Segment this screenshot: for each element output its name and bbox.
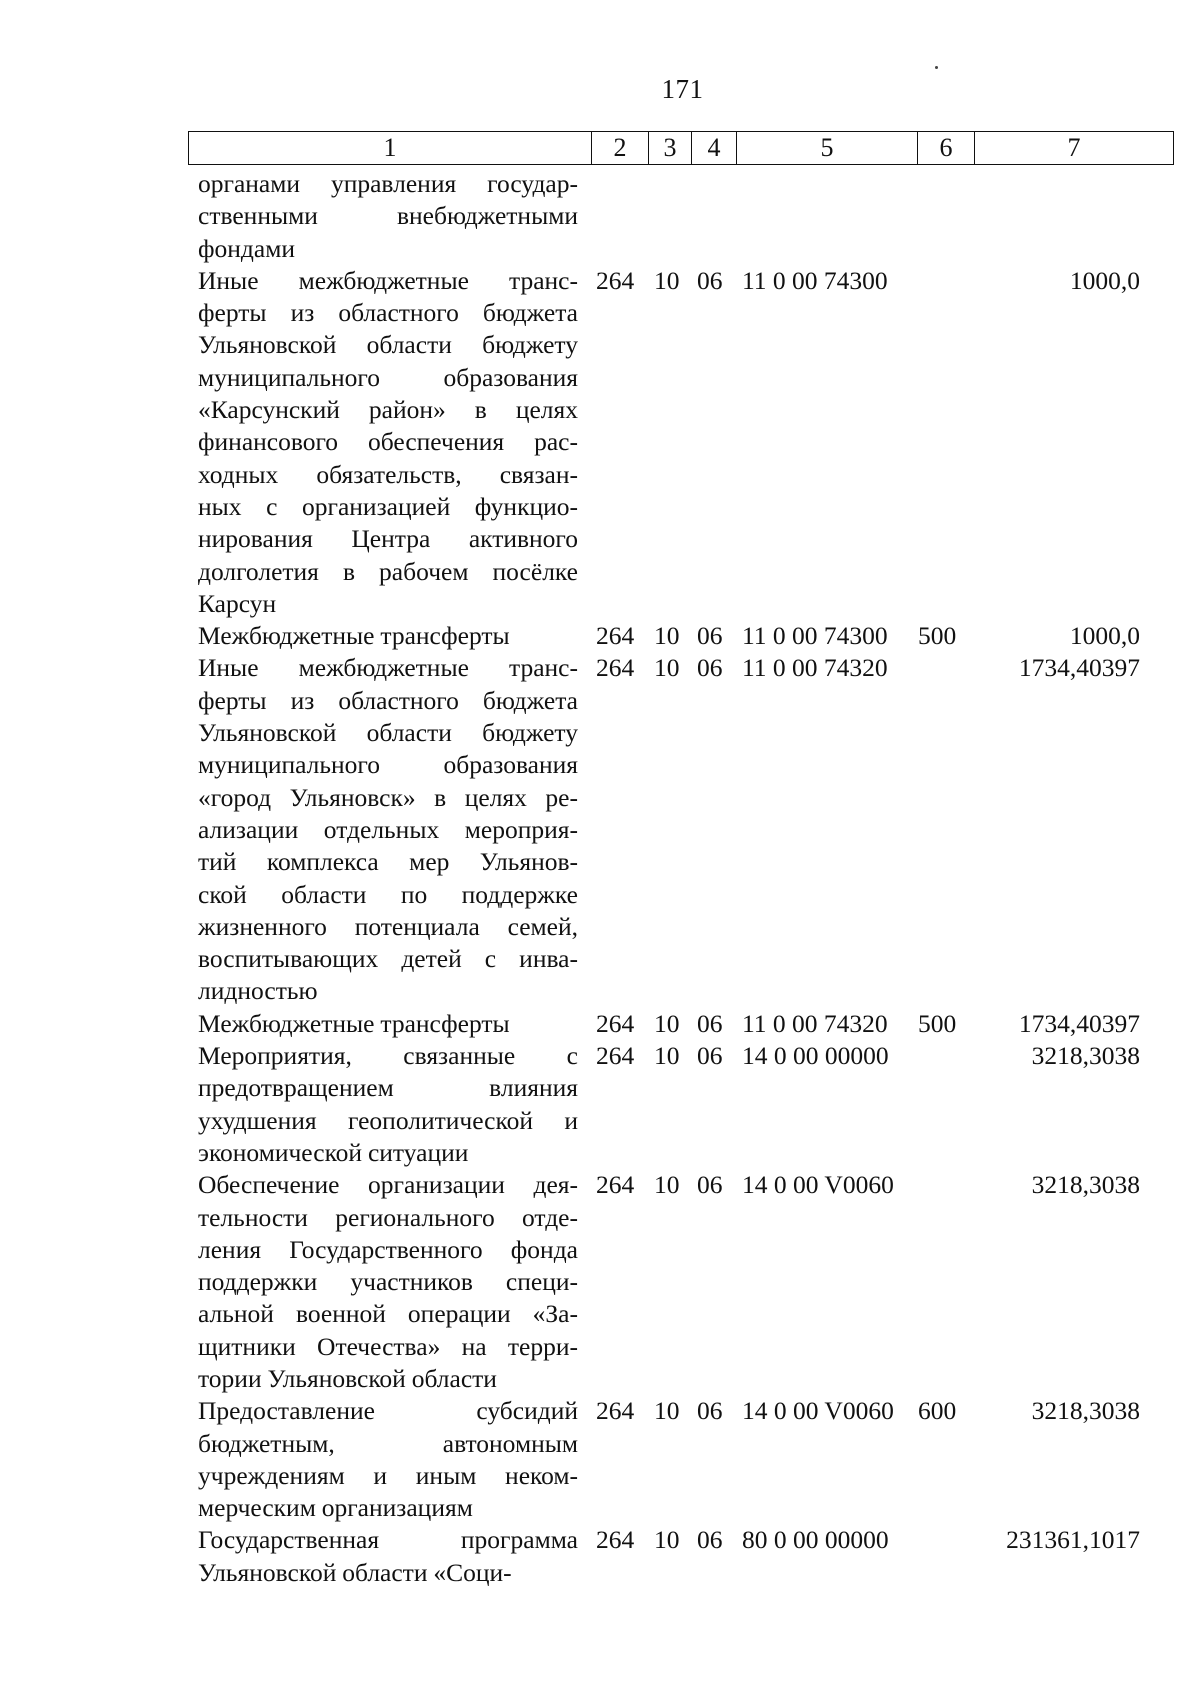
description-line: ухудшения геополитической и: [198, 1105, 578, 1135]
description-line: ферты из областного бюджета: [198, 685, 578, 715]
header-col-2: 2: [592, 132, 649, 164]
row-description: [198, 1040, 578, 1169]
code-pr: 06: [697, 1170, 723, 1200]
code-vr: 600: [918, 1396, 957, 1426]
code-vr: 500: [918, 1008, 957, 1038]
description-line: Ульяновской области бюджету: [198, 330, 578, 360]
description-line: финансового обеспечения рас-: [198, 427, 578, 457]
table-row: [0, 168, 1200, 265]
description-line: «город Ульяновск» в целях ре-: [198, 782, 578, 812]
description-line: Мероприятия, связанные с: [198, 1041, 578, 1071]
description-line: тельности регионального отде-: [198, 1202, 578, 1232]
description-line: воспитывающих детей с инва-: [198, 944, 578, 974]
code-pr: 06: [697, 265, 723, 295]
row-description: [198, 1395, 578, 1524]
amount: 1000,0: [1069, 265, 1140, 295]
description-line: Государственная программа: [198, 1525, 578, 1555]
code-cs: 14 0 00 00000: [742, 1041, 889, 1071]
header-col-7: 7: [1067, 133, 1081, 162]
table-header: [188, 131, 1174, 165]
code-cs: 80 0 00 00000: [742, 1525, 889, 1555]
code-pr: 06: [697, 1396, 723, 1426]
description-line: муниципального образования: [198, 750, 578, 780]
code-cs: 11 0 00 74320: [742, 1008, 888, 1038]
amount: 1734,40397: [1018, 653, 1140, 683]
code-pr: 06: [697, 653, 723, 683]
page-number: 171: [661, 74, 704, 104]
code-gr: 264: [596, 621, 635, 651]
code-gr: 264: [596, 1170, 635, 1200]
description-line: ферты из областного бюджета: [198, 298, 578, 328]
description-line: Иные межбюджетные транс-: [198, 653, 578, 683]
code-rz: 10: [654, 1041, 680, 1071]
code-rz: 10: [654, 1396, 680, 1426]
description-line: экономической ситуации: [198, 1137, 469, 1167]
description-line: тий комплекса мер Ульянов-: [198, 847, 578, 877]
code-rz: 10: [654, 653, 680, 683]
description-line: нирования Центра активного: [198, 524, 578, 554]
code-rz: 10: [654, 621, 680, 651]
code-gr: 264: [596, 265, 635, 295]
description-line: органами управления государ-: [198, 169, 578, 198]
description-line: ления Государственного фонда: [198, 1234, 578, 1264]
row-description: [198, 1008, 578, 1040]
description-line: Межбюджетные трансферты: [198, 621, 510, 651]
description-line: ственными внебюджетными: [198, 201, 578, 231]
description-line: долголетия в рабочем посёлке: [198, 556, 578, 586]
table-row: [0, 265, 1200, 620]
code-cs: 14 0 00 V0060: [742, 1396, 894, 1426]
code-rz: 10: [654, 1170, 680, 1200]
code-cs: 14 0 00 V0060: [742, 1170, 894, 1200]
description-line: «Карсунский район» в целях: [198, 395, 578, 425]
amount: 231361,1017: [1006, 1525, 1140, 1555]
row-description: [198, 265, 578, 620]
row-description: [198, 1524, 578, 1589]
code-cs: 11 0 00 74300: [742, 621, 888, 651]
description-line: предотвращением влияния: [198, 1073, 578, 1103]
header-col-4: 4: [692, 132, 737, 164]
row-description: [198, 620, 578, 652]
code-gr: 264: [596, 1041, 635, 1071]
code-vr: 500: [918, 621, 957, 651]
table-row: [0, 1524, 1200, 1589]
amount: 1000,0: [1069, 621, 1140, 651]
code-cs: 11 0 00 74300: [742, 265, 888, 295]
table-row: [0, 1040, 1200, 1169]
code-gr: 264: [596, 1008, 635, 1038]
amount: 3218,3038: [1031, 1396, 1140, 1426]
row-description: [198, 168, 578, 265]
description-line: Межбюджетные трансферты: [198, 1008, 510, 1038]
code-pr: 06: [697, 621, 723, 651]
code-rz: 10: [654, 265, 680, 295]
code-gr: 264: [596, 653, 635, 683]
code-rz: 10: [654, 1008, 680, 1038]
header-col-6: 6: [918, 132, 975, 164]
code-rz: 10: [654, 1525, 680, 1555]
code-pr: 06: [697, 1041, 723, 1071]
description-line: щитники Отечества» на терри-: [198, 1331, 578, 1361]
table-row: [0, 1395, 1200, 1524]
code-pr: 06: [697, 1525, 723, 1555]
header-col-1: 1: [189, 132, 592, 164]
description-line: альной военной операции «За-: [198, 1299, 578, 1329]
table-row: [0, 1169, 1200, 1395]
description-line: мерческим организациям: [198, 1493, 473, 1523]
row-description: [198, 652, 578, 1007]
description-line: Обеспечение организации дея-: [198, 1170, 578, 1200]
code-gr: 264: [596, 1396, 635, 1426]
description-line: Ульяновской области бюджету: [198, 718, 578, 748]
description-line: ных с организацией функцио-: [198, 491, 578, 521]
description-line: бюджетным, автономным: [198, 1428, 578, 1458]
description-line: Предоставление субсидий: [198, 1396, 578, 1426]
amount: 1734,40397: [1018, 1008, 1140, 1038]
description-line: ализации отдельных мероприя-: [198, 814, 578, 844]
description-line: Карсун: [198, 588, 277, 618]
description-line: Ульяновской области «Соци-: [198, 1557, 512, 1587]
description-line: ходных обязательств, связан-: [198, 459, 578, 489]
description-line: фондами: [198, 233, 295, 263]
table-row: [0, 1008, 1200, 1040]
code-gr: 264: [596, 1525, 635, 1555]
description-line: муниципального образования: [198, 362, 578, 392]
table-row: [0, 652, 1200, 1007]
description-line: жизненного потенциала семей,: [198, 911, 578, 941]
code-cs: 11 0 00 74320: [742, 653, 888, 683]
description-line: поддержки участников специ-: [198, 1267, 578, 1297]
row-description: [198, 1169, 578, 1395]
description-line: ской области по поддержке: [198, 879, 578, 909]
header-col-5: 5: [737, 132, 918, 164]
description-line: тории Ульяновской области: [198, 1363, 497, 1393]
table-row: [0, 620, 1200, 652]
description-line: лидностью: [198, 976, 318, 1006]
header-col-3: 3: [649, 132, 692, 164]
description-line: Иные межбюджетные транс-: [198, 265, 578, 295]
table-body: [0, 168, 1200, 1589]
amount: 3218,3038: [1031, 1041, 1140, 1071]
amount: 3218,3038: [1031, 1170, 1140, 1200]
scan-dot: [935, 66, 938, 69]
description-line: учреждениям и иным неком-: [198, 1460, 578, 1490]
code-pr: 06: [697, 1008, 723, 1038]
